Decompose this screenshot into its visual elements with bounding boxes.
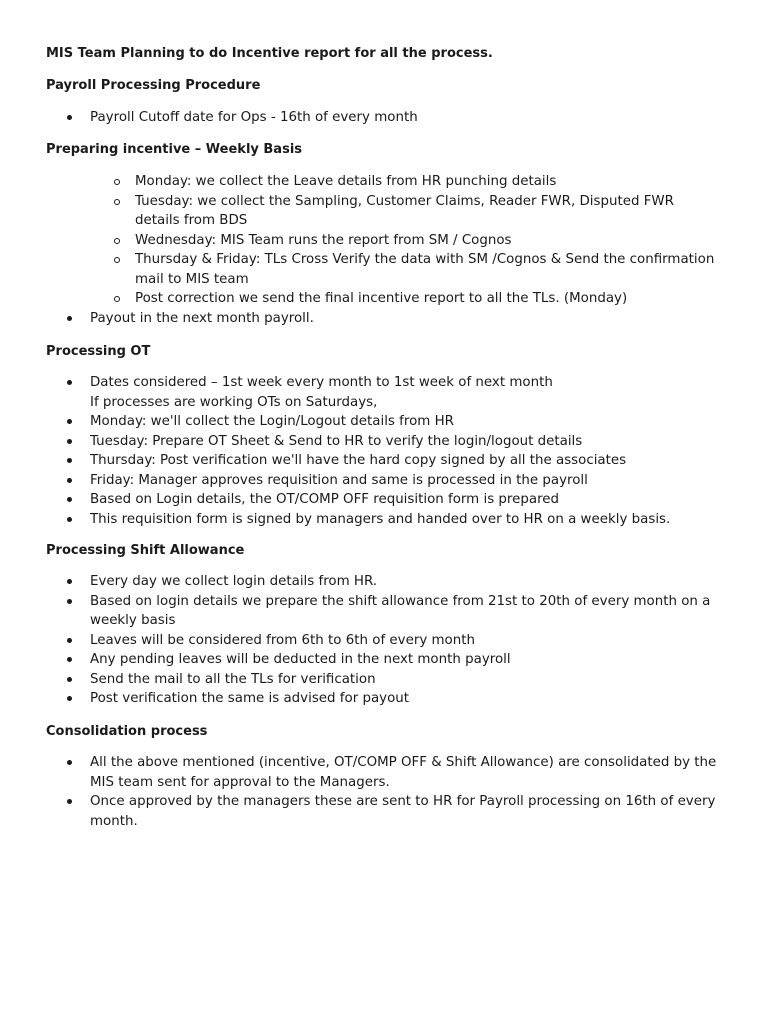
- incentive-heading: Preparing incentive – Weekly Basis: [46, 142, 303, 157]
- list-item: This requisition form is signed by managers and handed over to HR on a weekly basis.: [46, 510, 722, 530]
- consolidation-list: [46, 753, 722, 831]
- payroll-list: [46, 108, 722, 128]
- incentive-list: [46, 309, 722, 329]
- list-item: Based on Login details, the OT/COMP OFF requisition form is prepared: [46, 490, 722, 510]
- list-item: Payroll Cutoff date for Ops - 16th of every month: [46, 108, 722, 128]
- shift-list: [46, 572, 722, 709]
- list-item: Thursday: Post verification we'll have the hard copy signed by all the associates: [46, 451, 722, 471]
- list-item: Once approved by the managers these are sent to HR for Payroll processing on 16th of every month.: [46, 792, 722, 831]
- list-item: Friday: Manager approves requisition and same is processed in the payroll: [46, 471, 722, 491]
- list-item: Payout in the next month payroll.: [46, 309, 722, 329]
- sub-list-item: Post correction we send the final incentive report to all the TLs. (Monday): [46, 289, 722, 309]
- consolidation-heading: Consolidation process: [46, 724, 208, 739]
- sub-list-item: Monday: we collect the Leave details from HR punching details: [46, 172, 722, 192]
- list-item-line: Dates considered – 1st week every month to 1st week of next month: [90, 375, 553, 390]
- list-item: Post verification the same is advised for payout: [46, 689, 722, 709]
- list-item: Every day we collect login details from HR.: [46, 572, 722, 592]
- sub-list-item: Wednesday: MIS Team runs the report from SM / Cognos: [46, 231, 722, 251]
- payroll-heading: Payroll Processing Procedure: [46, 78, 261, 93]
- sub-list-item: Thursday & Friday: TLs Cross Verify the data with SM /Cognos & Send the confirmation mail to MIS team: [46, 250, 722, 289]
- list-item-line: If processes are working OTs on Saturdays,: [90, 394, 378, 410]
- document-title: MIS Team Planning to do Incentive report for all the process.: [46, 46, 493, 61]
- list-item: Any pending leaves will be deducted in the next month payroll: [46, 650, 722, 670]
- incentive-sublist: [46, 172, 722, 309]
- ot-heading: Processing OT: [46, 344, 151, 359]
- list-item: Leaves will be considered from 6th to 6th of every month: [46, 631, 722, 651]
- ot-list: [46, 373, 722, 529]
- sub-list-item: Tuesday: we collect the Sampling, Customer Claims, Reader FWR, Disputed FWR details from BDS: [46, 192, 722, 231]
- shift-heading: Processing Shift Allowance: [46, 543, 245, 558]
- list-item: Based on login details we prepare the shift allowance from 21st to 20th of every month on a weekly basis: [46, 592, 722, 631]
- list-item: Send the mail to all the TLs for verification: [46, 670, 722, 690]
- list-item: Monday: we'll collect the Login/Logout details from HR: [46, 412, 722, 432]
- incentive-section: [46, 172, 722, 328]
- list-item: Tuesday: Prepare OT Sheet & Send to HR to verify the login/logout details: [46, 432, 722, 452]
- list-item: All the above mentioned (incentive, OT/COMP OFF & Shift Allowance) are consolidated by the MIS team sent for approval to the Managers.: [46, 753, 722, 792]
- list-item: [46, 373, 722, 412]
